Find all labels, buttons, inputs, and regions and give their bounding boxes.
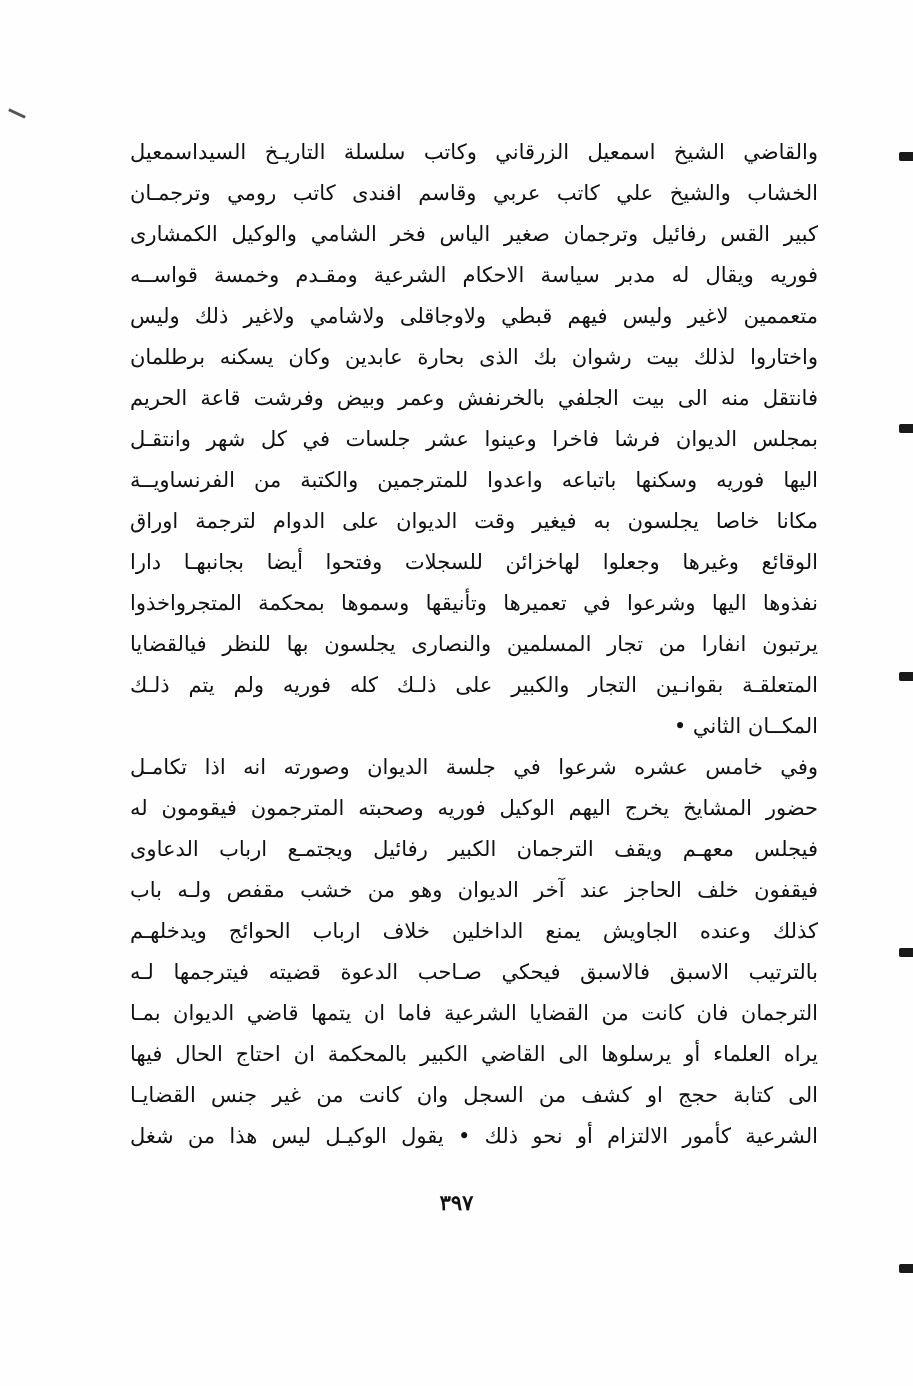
text-line: كذلك وعنده الجاويش يمنع الداخلين خلاف ارباب الحوائج ويدخلهـم (130, 919, 818, 943)
text-line: متعممين لاغير وليس فيهم قبطي ولاوجاقلى ولاشامي ولاغير ذلك وليس (130, 304, 818, 328)
text-line: حضور المشايخ يخرج اليهم الوكيل فوريه وصحبته المترجمون فيقومون له (130, 796, 818, 820)
page-number: ٣٩٧ (439, 1190, 474, 1215)
text-line: واختاروا لذلك بيت رشوان بك الذى بحارة عابدين وكان يسكنه برطلمان (130, 345, 818, 369)
text-line: المكــان الثاني • (673, 714, 818, 738)
text-line: فيقفون خلف الحاجز عند آخر الديوان وهو من خشب مقفص ولـه باب (130, 878, 818, 902)
edge-binding-mark (899, 152, 913, 161)
text-line: كبير القس رفائيل وترجمان صغير الياس فخر الشامي والوكيل الكمشارى (130, 222, 818, 246)
text-line: بمجلس الديوان فرشا فاخرا وعينوا عشر جلسات في كل شهر وانتقـل (130, 427, 818, 451)
text-line: بالترتيب الاسبق فالاسبق فيحكي صـاحب الدعوة قضيته فيترجمها لـه (130, 960, 818, 984)
stray-ink-mark (8, 108, 26, 118)
paragraph (130, 747, 818, 1157)
text-line: فانتقل منه الى بيت الجلفي بالخرنفش وعمر وبيض وفرشت قاعة الحريم (130, 386, 818, 410)
body-text (130, 132, 818, 1157)
text-line: فيجلس معهـم ويقف الترجمان الكبير رفائيل ويجتمـع ارباب الدعاوى (130, 837, 818, 861)
text-line: المتعلقـة بقوانـين التجار والكبير على ذلـك كله فوريه ولم يتم ذلـك (130, 673, 818, 697)
text-line: والقاضي الشيخ اسمعيل الزرقاني وكاتب سلسلة التاريـخ السيداسمعيل (130, 140, 818, 164)
edge-binding-mark (899, 672, 913, 681)
text-line: الخشاب والشيخ علي كاتب عربي وقاسم افندى كاتب رومي وترجمـان (130, 181, 818, 205)
text-line: الشرعية كأمور الالتزام أو نحو ذلك • يقول الوكيـل ليس هذا من شغل (130, 1124, 818, 1148)
edge-binding-mark (899, 948, 913, 957)
edge-binding-mark (899, 1264, 913, 1273)
text-line: الترجمان فان كانت من القضايا الشرعية فاما ان يتمها قاضي الديوان بمـا (130, 1001, 818, 1025)
edge-binding-mark (899, 424, 913, 433)
paragraph (130, 132, 818, 747)
text-line: مكانا خاصا يجلسون به فيغير وقت الديوان على الدوام لترجمة اوراق (130, 509, 818, 533)
text-line: الى كتابة حجج او كشف من السجل وان كانت من غير جنس القضايـا (130, 1083, 818, 1107)
text-line: اليها فوريه وسكنها باتباعه واعدوا للمترجمين والكتبة من الفرنساويــة (130, 468, 818, 492)
text-line: نفذوها اليها وشرعوا في تعميرها وتأنيقها وسموها بمحكمة المتجرواخذوا (130, 591, 818, 615)
text-line: يراه العلماء أو يرسلوها الى القاضي الكبير بالمحكمة ان احتاج الحال فيها (130, 1042, 818, 1066)
text-line: وفي خامس عشره شرعوا في جلسة الديوان وصورته انه اذا تكامـل (130, 755, 818, 779)
text-line: فوريه ويقال له مدبر سياسة الاحكام الشرعية ومقـدم وخمسة قواســه (130, 263, 818, 287)
text-line: الوقائع وغيرها وجعلوا لهاخزائن للسجلات وفتحوا أيضا بجانبهـا دارا (130, 550, 818, 574)
text-line: يرتبون انفارا من تجار المسلمين والنصارى يجلسون بها للنظر فيالقضايا (130, 632, 818, 656)
